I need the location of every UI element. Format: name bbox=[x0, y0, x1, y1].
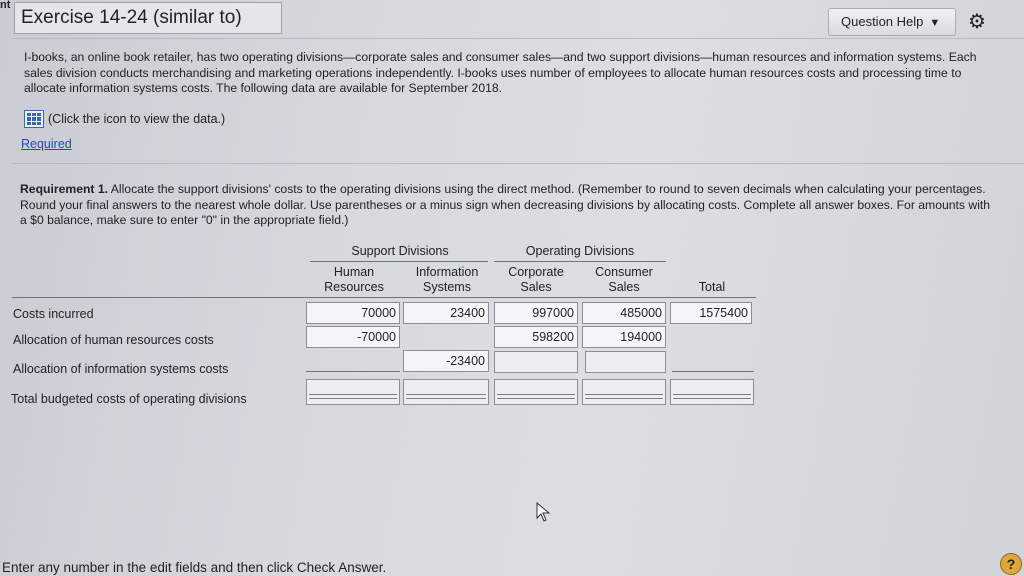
alloc-hr-cs-input[interactable]: 598200 bbox=[494, 326, 578, 348]
view-data-text: (Click the icon to view the data.) bbox=[48, 112, 226, 126]
question-help-button[interactable] bbox=[828, 8, 956, 36]
col-is-header bbox=[403, 265, 491, 295]
support-group-rule bbox=[310, 261, 488, 262]
question-help-label: Question Help bbox=[841, 14, 924, 29]
exercise-title: Exercise 14-24 (similar to) bbox=[14, 2, 282, 34]
row-label-alloc-is: Allocation of information systems costs bbox=[13, 362, 229, 376]
col-total-header: Total bbox=[698, 280, 726, 294]
gear-icon[interactable]: ⚙ bbox=[968, 11, 986, 33]
footer-instruction: Enter any number in the edit fields and then click Check Answer. bbox=[2, 560, 387, 575]
costs-incurred-cs-cell: 997000 bbox=[494, 302, 578, 324]
alloc-is-is-input[interactable]: -23400 bbox=[403, 350, 489, 372]
requirement-body: Allocate the support divisions' costs to the operating divisions using the direct method. (Remember to round to seven decimals when calculating your percentages. Round your final answers to the nearest whole dollar. Use parentheses or a minus sign when decreasing divisions by allocating costs. Complete all answer boxes. For amounts with a $0 balance, make sure to enter "0" in the appropriate field.) bbox=[20, 182, 991, 227]
col-hr-line1: Human bbox=[333, 265, 375, 279]
col-cs-line2: Sales bbox=[520, 280, 552, 294]
col-con-line1: Consumer bbox=[595, 265, 653, 279]
operating-divisions-header: Operating Divisions bbox=[525, 244, 635, 258]
required-link[interactable]: Required bbox=[21, 137, 72, 151]
total-budgeted-total-input[interactable] bbox=[670, 379, 754, 405]
caret-down-icon: ▼ bbox=[929, 17, 941, 29]
costs-incurred-total-cell: 1575400 bbox=[670, 302, 752, 324]
divider-middle bbox=[12, 163, 1024, 164]
total-budgeted-is-input[interactable] bbox=[403, 379, 489, 405]
costs-incurred-con-cell: 485000 bbox=[582, 302, 666, 324]
alloc-is-cs-input[interactable] bbox=[494, 351, 578, 373]
col-is-line1: Information bbox=[415, 265, 479, 279]
divider-top bbox=[12, 38, 1024, 39]
corner-tab: nt bbox=[0, 0, 11, 10]
col-cs-header bbox=[494, 265, 578, 295]
costs-incurred-is-cell: 23400 bbox=[403, 302, 489, 324]
total-budgeted-con-input[interactable] bbox=[582, 379, 666, 405]
col-is-line2: Systems bbox=[423, 280, 471, 294]
alloc-is-hr-rule bbox=[306, 371, 400, 372]
header-rule bbox=[12, 297, 756, 298]
row-label-total-budgeted: Total budgeted costs of operating divisions bbox=[11, 392, 247, 406]
requirement-label: Requirement 1. bbox=[20, 182, 109, 196]
costs-incurred-hr-cell: 70000 bbox=[306, 302, 400, 324]
data-table-icon[interactable] bbox=[24, 110, 44, 128]
row-label-alloc-hr: Allocation of human resources costs bbox=[13, 333, 214, 347]
mouse-cursor-icon bbox=[536, 502, 552, 522]
alloc-is-total-rule bbox=[672, 371, 754, 372]
col-con-line2: Sales bbox=[608, 280, 640, 294]
col-cs-line1: Corporate bbox=[508, 265, 564, 279]
row-label-costs-incurred: Costs incurred bbox=[13, 307, 94, 321]
col-hr-line2: Resources bbox=[324, 280, 384, 294]
problem-intro: I-books, an online book retailer, has two operating divisions—corporate sales and consumer sales—and two support divisions—human resources and information systems. Each sales division conducts merchandising and marketing operations independently. I-books uses number of employees to allocate human resources costs and processing time to allocate information systems costs. The following data are available for September 2018. bbox=[24, 50, 977, 95]
alloc-hr-con-input[interactable]: 194000 bbox=[582, 326, 666, 348]
total-budgeted-cs-input[interactable] bbox=[494, 379, 578, 405]
alloc-is-con-input[interactable] bbox=[585, 351, 666, 373]
help-question-icon[interactable]: ? bbox=[1000, 553, 1022, 575]
total-budgeted-hr-input[interactable] bbox=[306, 379, 400, 405]
support-divisions-header: Support Divisions bbox=[351, 244, 449, 258]
operating-group-rule bbox=[494, 261, 666, 262]
requirement-text bbox=[20, 182, 995, 229]
col-hr-header bbox=[306, 265, 402, 295]
col-con-header bbox=[582, 265, 666, 295]
alloc-hr-hr-input[interactable]: -70000 bbox=[306, 326, 400, 348]
